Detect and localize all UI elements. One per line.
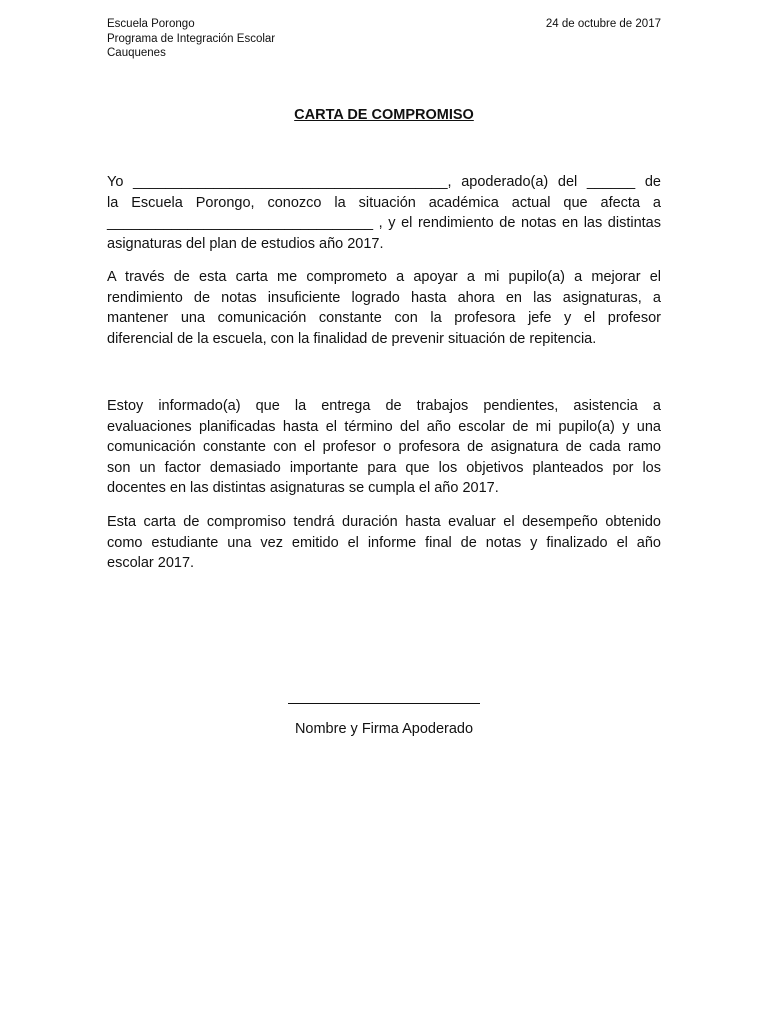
paragraph-line: rendimiento de notas insuficiente logrado hasta ahora en las asignaturas, a xyxy=(107,289,661,306)
paragraph-informed xyxy=(107,396,661,499)
paragraph-line: evaluaciones planificadas hasta el término del año escolar de mi pupilo(a) y una xyxy=(107,418,661,435)
signature-line xyxy=(288,703,480,704)
paragraph-line: docentes en las distintas asignaturas se cumpla el año 2017. xyxy=(107,480,499,497)
paragraph-intro xyxy=(107,172,661,254)
program-name: Programa de Integración Escolar xyxy=(107,32,276,45)
paragraph-line: Estoy informado(a) que la entrega de trabajos pendientes, asistencia a xyxy=(107,398,661,414)
paragraph-line: _________________________________ , y el rendimiento de notas en las distintas xyxy=(107,215,661,232)
document-title: CARTA DE COMPROMISO xyxy=(294,107,474,123)
document-date: 24 de octubre de 2017 xyxy=(545,18,661,30)
letterhead xyxy=(107,17,275,61)
paragraph-line: Esta carta de compromiso tendrá duración hasta evaluar el desempeño obtenido xyxy=(107,514,661,530)
signature-label: Nombre y Firma Apoderado xyxy=(294,721,474,737)
paragraph-line: asignaturas del plan de estudios año 2017. xyxy=(107,235,384,252)
city-name: Cauquenes xyxy=(107,47,166,59)
paragraph-line: escolar 2017. xyxy=(107,555,195,572)
paragraph-duration xyxy=(107,512,661,574)
paragraph-line: como estudiante una vez emitido el informe final de notas y finalizado el año xyxy=(107,534,661,551)
paragraph-line: comunicación constante con el profesor o profesora de asignatura de cada ramo xyxy=(107,439,661,456)
paragraph-line: A través de esta carta me comprometo a apoyar a mi pupilo(a) a mejorar el xyxy=(107,269,661,285)
paragraph-commitment xyxy=(107,267,661,349)
paragraph-line: son un factor demasiado importante para que los objetivos planteados por los xyxy=(107,459,661,476)
paragraph-line: mantener una comunicación constante con la profesora jefe y el profesor xyxy=(107,310,661,327)
school-name: Escuela Porongo xyxy=(107,18,195,30)
paragraph-line: diferencial de la escuela, con la finalidad de prevenir situación de repitencia. xyxy=(107,330,597,347)
paragraph-line: Yo _______________________________________, apoderado(a) del ______ de xyxy=(107,174,661,190)
paragraph-line: la Escuela Porongo, conozco la situación académica actual que afecta a xyxy=(107,194,661,211)
